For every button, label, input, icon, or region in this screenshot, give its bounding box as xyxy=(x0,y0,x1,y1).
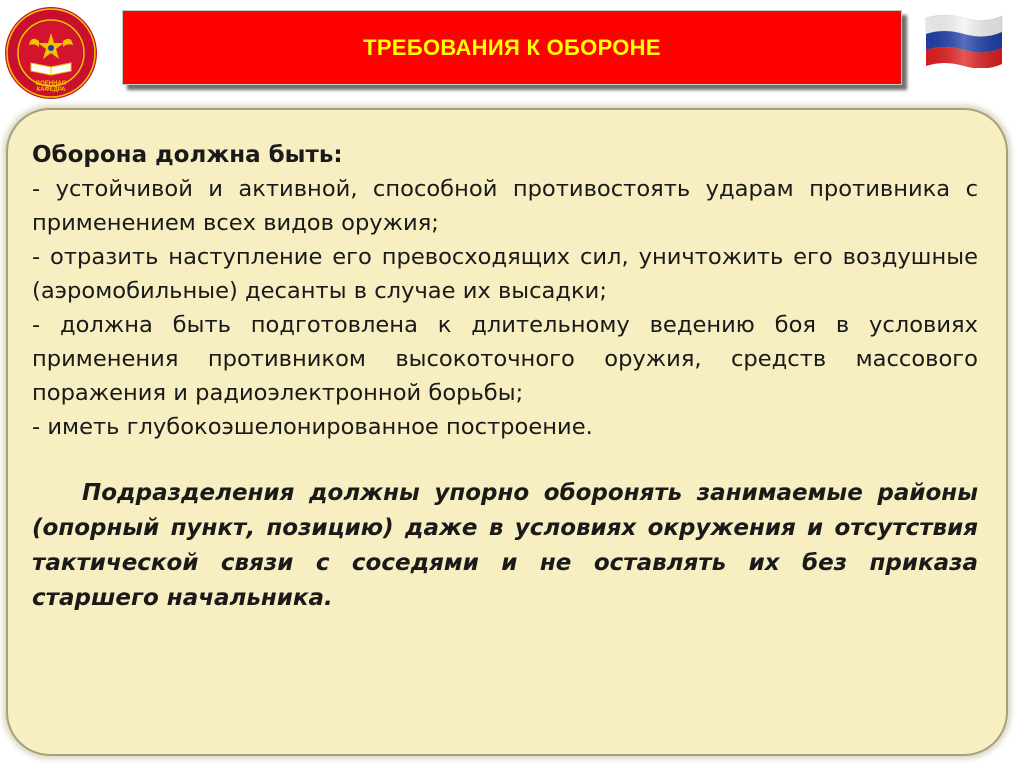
content-panel xyxy=(6,108,1008,756)
conclusion-paragraph: Подразделения должны упорно оборонять занимаемые районы (опорный пункт, позицию) даже в условиях окружения и отсутствия тактической связи с соседями и не оставлять их без приказа старшего начальника. xyxy=(32,480,978,611)
svg-text:КАФЕДРА: КАФЕДРА xyxy=(36,87,66,93)
requirement-item: - должна быть подготовлена к длительному ведению боя в условиях применения противником высокоточного оружия, средств массового поражения и радиоэлектронной борьбы; xyxy=(32,312,978,406)
page-title: ТРЕБОВАНИЯ К ОБОРОНЕ xyxy=(363,34,661,60)
emblem-logo-icon xyxy=(3,5,99,101)
requirement-item: - иметь глубокоэшелонированное построение. xyxy=(32,414,593,440)
content-heading: Оборона должна быть: xyxy=(32,142,343,168)
requirement-item: - устойчивой и активной, способной противостоять ударам противника с применением всех видов оружия; xyxy=(32,176,978,236)
requirement-item: - отразить наступление его превосходящих сил, уничтожить его воздушные (аэромобильные) десанты в случае их высадки; xyxy=(32,244,978,304)
title-banner xyxy=(122,10,902,85)
svg-text:ВОЕННАЯ: ВОЕННАЯ xyxy=(35,81,67,87)
russian-flag-icon xyxy=(924,10,1004,68)
